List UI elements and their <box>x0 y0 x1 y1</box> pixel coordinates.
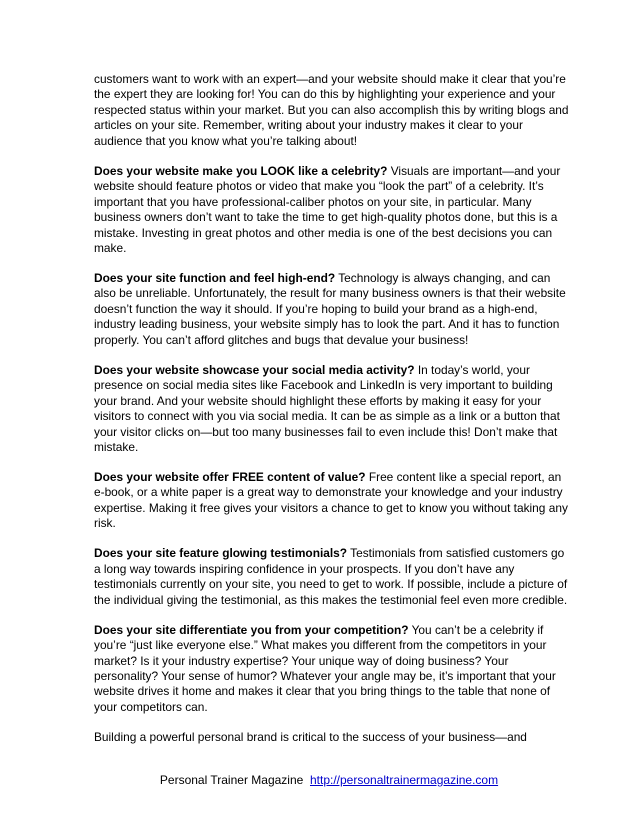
page-footer <box>0 772 638 788</box>
paragraph-testimonials <box>94 546 572 608</box>
paragraph-high-end <box>94 271 572 348</box>
paragraph-body: Building a powerful personal brand is critical to the success of your business—and <box>94 729 527 744</box>
paragraph-heading: Does your website offer FREE content of value? <box>94 469 366 484</box>
paragraph-body: In today’s world, your presence on social media sites like Facebook and LinkedIn is very important to building your brand. And your website should highlight these efforts by making it easy for your visitors to connect with you via social media. It can be as simple as a link or a button that your visitor clicks on—but too many businesses fail to even include this! Don’t make that mistake. <box>94 362 560 455</box>
paragraph-heading: Does your site function and feel high-end? <box>94 270 336 285</box>
paragraph-body: Testimonials from satisfied customers go a long way towards inspiring confidence in your prospects. If you don’t have any testimonials currently on your site, you need to get to work. If possible, include a picture of the individual giving the testimonial, as this makes the testimonial feel even more credible. <box>94 546 568 607</box>
paragraph-closing <box>94 730 572 745</box>
paragraph-body: Visuals are important—and your website should feature photos or video that make you “look the part” of a celebrity. It’s important that you have professional-caliber photos on your site, in particular. Many business owners don’t want to take the time to get high-quality photos done, but this is a mistake. Investing in great photos and other media is one of the best decisions you can make. <box>94 163 561 256</box>
document-body <box>94 72 572 760</box>
paragraph-body: customers want to work with an expert—and your website should make it clear that you’re the expert they are looking for! You can do this by highlighting your experience and your respected status within your market. But you can also accomplish this by writing blogs and articles on your site. Remember, writing about your industry makes it clear to your audience that you know what you’re talking about! <box>94 72 569 148</box>
paragraph-differentiate <box>94 623 572 716</box>
paragraph-social-media <box>94 363 572 456</box>
paragraph-celebrity-look <box>94 164 572 257</box>
paragraph-body: Free content like a special report, an e-book, or a white paper is a great way to demonstrate your knowledge and your industry expertise. Making it free gives your visitors a chance to get to know you without taking any risk. <box>94 469 568 531</box>
paragraph-free-content <box>94 470 572 532</box>
paragraph-body: Technology is always changing, and can also be unreliable. Unfortunately, the result for many business owners is that their website doesn’t function the way it should. If you’re hoping to build your brand as a high-end, industry leading business, your website simply has to look the part. And it has to function properly. You can’t afford glitches and bugs that devalue your business! <box>94 270 566 347</box>
paragraph-heading: Does your site differentiate you from your competition? <box>94 622 409 637</box>
paragraph-heading: Does your website make you LOOK like a celebrity? <box>94 163 388 178</box>
footer-label: Personal Trainer Magazine <box>159 773 304 787</box>
paragraph-body: You can’t be a celebrity if you’re “just like everyone else.” What makes you different from the competitors in your market? Is it your industry expertise? Your unique way of doing business? Your personality? Your sense of humor? Whatever your angle may be, it’s important that your website drives it home and makes it clear that you bring things to the table that none of your competitors can. <box>94 622 556 714</box>
paragraph-intro <box>94 72 572 149</box>
paragraph-heading: Does your site feature glowing testimonials? <box>94 546 348 561</box>
footer-link[interactable]: http://personaltrainermagazine.com <box>309 773 499 787</box>
paragraph-heading: Does your website showcase your social media activity? <box>94 362 415 377</box>
